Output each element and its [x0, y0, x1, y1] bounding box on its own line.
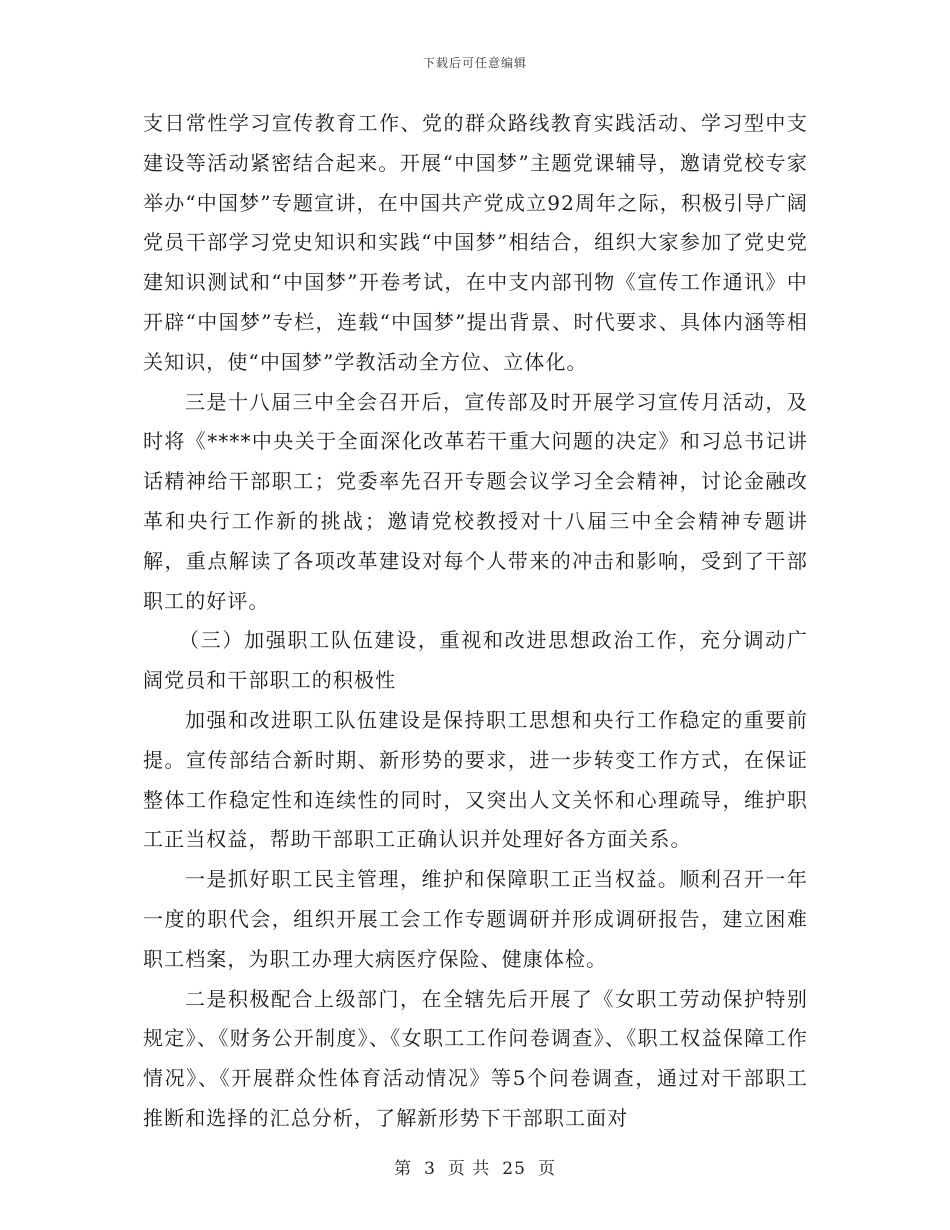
footer-suffix: 页	[537, 1159, 556, 1179]
footer-middle: 页 共	[447, 1159, 491, 1179]
paragraph-2: 三是十八届三中全会召开后，宣传部及时开展学习宣传月活动，及时将《****中央关于全面深化改革若干重大问题的决定》和习总书记讲话精神给干部职工；党委率先召开专题会议学习全会精神，讨论金融改革和央行工作新的挑战；邀请党校教授对十八届三中全会精神专题讲解，重点解读了各项改革建设对每个人带来的冲击和影响，受到了干部职工的好评。	[143, 389, 808, 613]
paragraph-3: 加强和改进职工队伍建设是保持职工思想和央行工作稳定的重要前提。宣传部结合新时期、新形势的要求，进一步转变工作方式，在保证整体工作稳定性和连续性的同时，又突出人文关怀和心理疏导，维护职工正当权益，帮助干部职工正确认识并处理好各方面关系。	[143, 707, 808, 852]
page-header: 下载后可任意编辑	[422, 56, 527, 70]
paragraph-1: 支日常性学习宣传教育工作、党的群众路线教育实践活动、学习型中支建设等活动紧密结合起来。开展“中国梦”主题党课辅导，邀请党校专家举办“中国梦”专题宣讲，在中国共产党成立92周年之际，积极引导广阔党员干部学习党史知识和实践“中国梦”相结合，组织大家参加了党史党建知识测试和“中国梦”开卷考试，在中支内部刊物《宣传工作通讯》中开辟“中国梦”专栏，连载“中国梦”提出背景、时代要求、具体内涵等相关知识，使“中国梦”学教活动全方位、立体化。	[143, 111, 808, 374]
document-body	[143, 104, 808, 1139]
paragraph-4: 一是抓好职工民主管理，维护和保障职工正当权益。顺利召开一年一度的职代会，组织开展工会工作专题调研并形成调研报告，建立困难职工档案，为职工办理大病医疗保险、健康体检。	[143, 867, 808, 971]
paragraph-5: 二是积极配合上级部门，在全辖先后开展了《女职工劳动保护特别规定》、《财务公开制度》、《女职工工作问卷调查》、《职工权益保障工作情况》、《开展群众性体育活动情况》等5个问卷调查，通过对干部职工推断和选择的汇总分析，了解新形势下干部职工面对	[143, 986, 808, 1130]
footer-page-number: 3	[424, 1159, 436, 1179]
section-heading: （三）加强职工队伍建设，重视和改进思想政治工作，充分调动广阔党员和干部职工的积极性	[143, 628, 808, 693]
footer-total-pages: 25	[502, 1159, 526, 1179]
page-footer	[0, 1154, 950, 1179]
footer-prefix: 第	[394, 1159, 413, 1179]
